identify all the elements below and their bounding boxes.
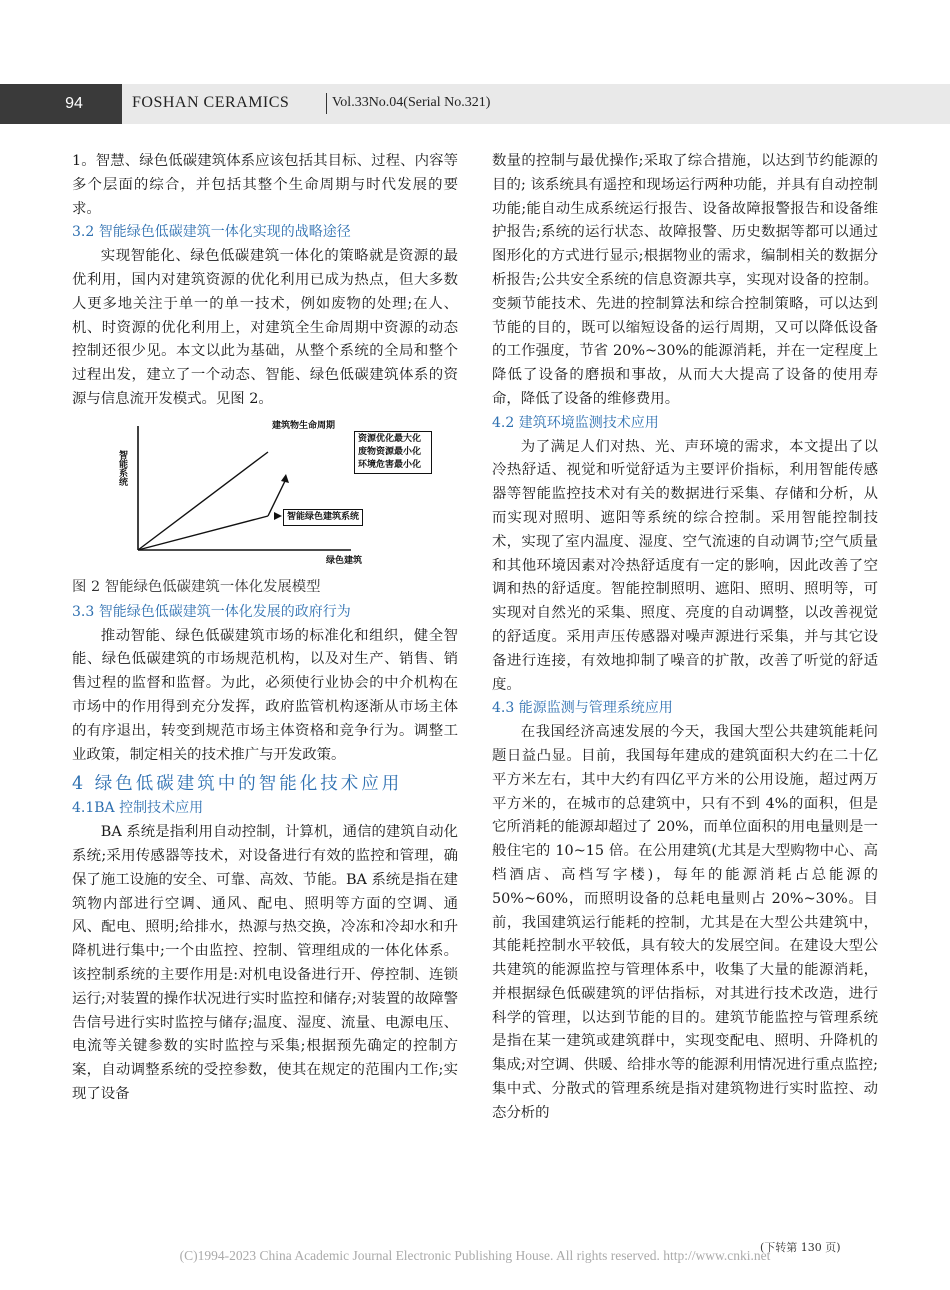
paragraph-3-2: 实现智能化、绿色低碳建筑一体化的策略就是资源的最优利用，国内对建筑资源的优化利用已成为热点，但大多数人更多地关注于单一的单一技术，例如废物的处理;在人、机、时资源的优化利用上，对建筑全生命周期中资源的动态控制还很少见。本文以此为基础，从整个系统的全局和整个过程出发，建立了一个动态、智能、绿色低碳建筑体系的资源与信息流开发模式。见图 2。 [72, 248, 458, 407]
right-column [492, 150, 878, 1126]
section-4-heading: 4 绿色低碳建筑中的智能化技术应用 [72, 774, 403, 795]
copyright-footer: (C)1994-2023 China Academic Journal Electronic Publishing House. All rights reserved. http://www.cnki.net [179, 1248, 771, 1263]
section-4-1-heading: 4.1BA 控制技术应用 [72, 800, 204, 817]
box-line-1: 资源优化最大化 [358, 433, 422, 444]
section-4-3-heading: 4.3 能源监测与管理系统应用 [492, 700, 673, 717]
paragraph-4-2: 为了满足人们对热、光、声环境的需求，本文提出了以冷热舒适、视觉和听觉舒适为主要评价指标，利用智能传感器等智能监控技术对有关的数据进行采集、存储和分析，从而实现对照明、遮阳等系统的综合控制。采用智能控制技术，实现了室内温度、湿度、空气流速的自动调节;空气质量和其他环境因素对冷热舒适度有一定的影响，因此改善了空调和热的舒适度。智能控制照明、遮阳、照明、照明等，可实现对自然光的采集、照度、亮度的自动调整，以改善视觉的舒适度。采用声压传感器对噪声源进行采集，并与其它设备进行连接，有效地抑制了噪音的扩散，改善了听觉的舒适度。 [492, 438, 878, 693]
box-line-2: 废物资源最小化 [358, 446, 422, 457]
paragraph-4-1-continued: 数量的控制与最优操作;采取了综合措施，以达到节约能源的目的; 该系统具有遥控和现场运行两种功能，并具有自动控制功能;能自动生成系统运行报告、设备故障报警报告和设备维护报告;系统的运行状态、故障报警、历史数据等都可以通过图形化的方式进行显示;根据物业的需求，编制相关的数据分析报告;公共安全系统的信息资源共享，实现对设备的控制。变频节能技术、先进的控制算法和综合控制策略，可以达到节能的目的，既可以缩短设备的运行周期，又可以降低设备的工作强度，节省 20%~30%的能源消耗，并在一定程度上降低了设备的磨损和事故，从而大大提高了设备的使用寿命，降低了设备的维修费用。 [492, 153, 878, 407]
lifecycle-line [138, 452, 268, 550]
y-axis-label: 智能系统 [117, 449, 127, 486]
figure-2 [116, 420, 422, 570]
smart-system-box: 智能绿色建筑系统 [283, 509, 363, 526]
figure-2-caption: 图 2 智能绿色低碳建筑一体化发展模型 [72, 578, 321, 595]
upgrade-arrowhead [281, 474, 289, 483]
mid-arrowhead [274, 512, 282, 520]
header-divider [326, 93, 327, 114]
section-4-2-heading: 4.2 建筑环境监测技术应用 [492, 414, 659, 431]
paragraph-3-3: 推动智能、绿色低碳建筑市场的标准化和组织，健全智能、绿色低碳建筑的市场规范机构，以及对生产、销售、销售过程的监督和监督。为此，必须使行业协会的中介机构在市场中的作用得到充分发挥，政府监管机构逐渐从市场主体的有序退出，转变到规范市场主体资格和竞争行为。调整工业政策，制定相关的技术推广与开发政策。 [72, 627, 458, 763]
paragraph-4-3: 在我国经济高速发展的今天，我国大型公共建筑能耗问题日益凸显。目前，我国每年建成的建筑面积大约在二十亿平方米左右，其中大约有四亿平方米的公用设施，超过两万平方米的，在城市的总建筑中，只有不到 4%的面积，但是它所消耗的能源却超过了 20%，而单位面积的用电量则是一般住宅的 10~15 倍。在公用建筑(尤其是大型购物中心、高档酒店、高档写字楼)，每年的能源消耗占总能源的 50%~60%，而照明设备的总耗电量则占 20%~30%。目前，我国建筑运行能耗的控制，尤其是在大型公共建筑中，其能耗控制水平较低，具有较大的发展空间。在建设大型公共建筑的能源监控与管理体系中，收集了大量的能源消耗，并根据绿色低碳建筑的评估指标，对其进行技术改造，进行科学的管理，以达到节能的目的。建筑节能监控与管理系统是指在某一建筑或建筑群中，实现变配电、照明、升降机的集成;对空调、供暖、给排水等的能源利用情况进行重点监控;集中式、分散式的管理系统是指对建筑物进行实时监控、动态分析的 [492, 724, 878, 1121]
journal-title: FOSHAN CERAMICS [132, 94, 290, 111]
running-header [0, 84, 950, 124]
volume-info: Vol.33No.04(Serial No.321) [332, 95, 491, 110]
page-number: 94 [0, 84, 122, 124]
smart-system-line [138, 516, 268, 550]
continued-note: (下转第 130 页) [760, 1241, 841, 1254]
paragraph-4-1: BA 系统是指利用自动控制，计算机，通信的建筑自动化系统;采用传感器等技术，对设备进行有效的监控和管理，确保了施工设施的安全、可靠、高效、节能。BA 系统是指在建筑物内部进行空调、通风、配电、照明等方面的空调、通风、配电、照明;给排水，热源与热交换，冷冻和冷却水和升降机进行集中;一个由监控、控制、管理组成的一体化体系。该控制系统的主要作用是:对机电设备进行开、停控制、连锁运行;对装置的操作状况进行实时监控和储存;对装置的故障警告信号进行实时监控与储存;温度、湿度、流量、电源电压、电流等关键参数的实时监控与采集;根据预先确定的控制方案，自动调整系统的受控参数，使其在规定的范围内工作;实现了设备 [72, 824, 458, 1102]
section-3-3-heading: 3.3 智能绿色低碳建筑一体化发展的政府行为 [72, 603, 351, 620]
section-3-2-heading: 3.2 智能绿色低碳建筑一体化实现的战略途径 [72, 224, 351, 241]
lifecycle-label: 建筑物生命周期 [272, 420, 336, 431]
x-axis-label: 绿色建筑 [326, 555, 363, 566]
left-column [72, 150, 458, 1107]
box-line-3: 环境危害最小化 [358, 459, 422, 470]
optimization-box [354, 431, 432, 474]
paragraph-intro: 1。智慧、绿色低碳建筑体系应该包括其目标、过程、内容等多个层面的综合，并包括其整个生命周期与时代发展的要求。 [72, 153, 458, 217]
